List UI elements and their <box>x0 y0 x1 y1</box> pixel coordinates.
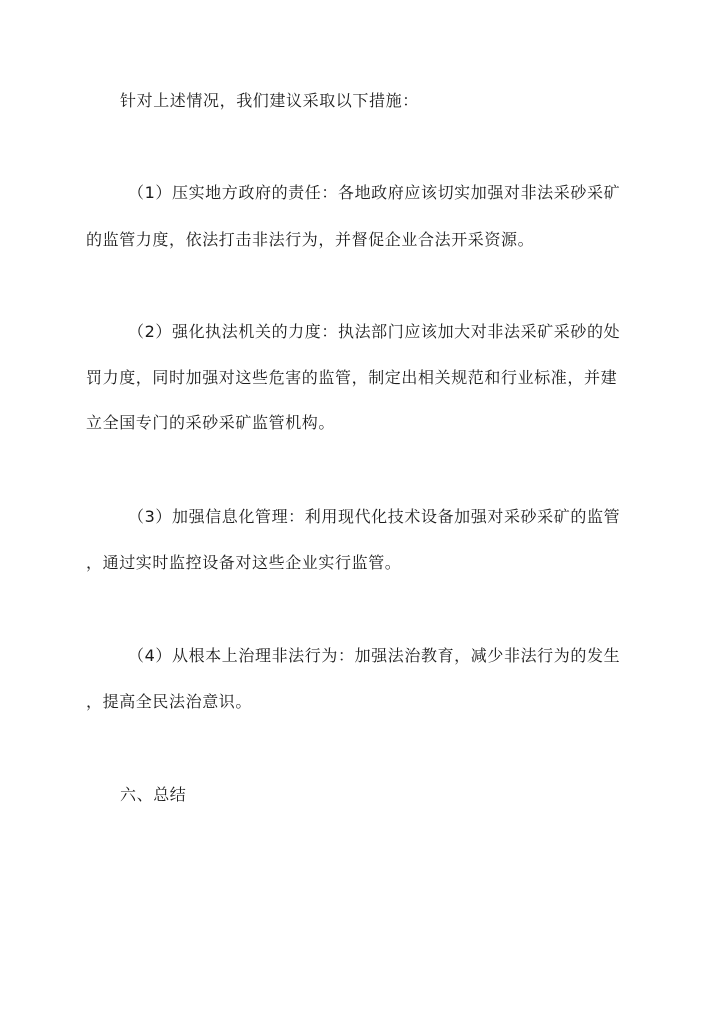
measure-2-line-3: 立全国专门的采砂采矿监管机构。 <box>86 413 336 432</box>
measure-2-line-1: （2）强化执法机关的力度：执法部门应该加大对非法采矿采砂的处 <box>128 322 621 341</box>
measure-3-line-1: （3）加强信息化管理：利用现代化技术设备加强对采砂采矿的监管 <box>128 507 621 526</box>
intro-paragraph: 针对上述情况，我们建议采取以下措施： <box>120 91 419 110</box>
measure-4-line-1: （4）从根本上治理非法行为：加强法治教育，减少非法行为的发生 <box>128 646 621 665</box>
section-heading: 六、总结 <box>120 785 187 804</box>
measure-2-line-2: 罚力度，同时加强对这些危害的监管，制定出相关规范和行业标准，并建 <box>86 368 618 387</box>
measure-4-line-2: ，提高全民法治意识。 <box>86 692 253 711</box>
measure-1-line-1: （1）压实地方政府的责任：各地政府应该切实加强对非法采砂采矿 <box>128 183 621 202</box>
measure-1-line-2: 的监管力度，依法打击非法行为，并督促企业合法开采资源。 <box>86 230 535 249</box>
measure-3-line-2: ，通过实时监控设备对这些企业实行监管。 <box>86 553 402 572</box>
